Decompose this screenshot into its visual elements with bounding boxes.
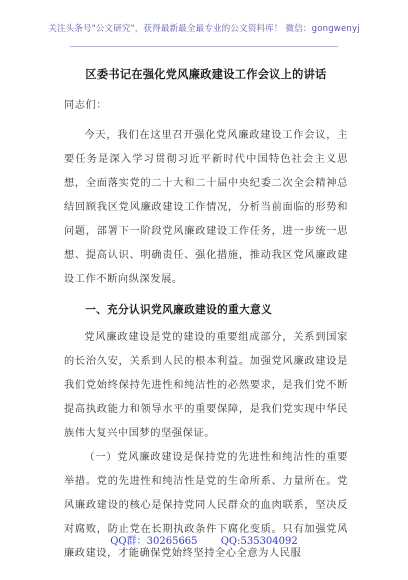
header-divider: [70, 46, 338, 47]
page-header-banner: 关注头条号"公文研究"，获得最新最全最专业的公文资料库！ 微信：gongwenyj: [48, 24, 360, 34]
section-1-paragraph: 党风廉政建设是党的建设的重要组成部分，关系到国家的长治久安，关系到人民的根本利益。加强党风廉政建设是我们党始终保持先进性和纯洁性的必然要求，是我们党不断提高执政能力和领导水平的重要保障，是我们党实现中华民族伟大复兴中国梦的坚强保证。: [64, 332, 348, 439]
qq-contact-text: QQ:535304092: [220, 536, 298, 547]
document-title: 区委书记在强化党风廉政建设工作会议上的讲话: [85, 67, 327, 81]
section-heading-1: 一、充分认识党风廉政建设的重大意义: [85, 304, 273, 316]
salutation: 同志们：: [64, 100, 108, 111]
intro-paragraph: 今天，我们在这里召开强化党风廉政建设工作会议，主要任务是深入学习贯彻习近平新时代中国特色社会主义思想，全面落实党的二十大和二十届中央纪委二次全会精神总结回顾我区党风廉政建设工作情况，分析当前面临的形势和问题，部署下一阶段党风廉政建设工作任务，进一步统一思想、提高认识、明确责任、强化措施，推动我区党风廉政建设工作不断向纵深发展。: [64, 130, 348, 285]
document-body: [64, 66, 348, 566]
subsection-1-paragraph: （一）党风廉政建设是保持党的先进性和纯洁性的重要举措。党的先进性和纯洁性是党的生命所系、力量所在。党风廉政建设的核心是保持党同人民群众的血肉联系，坚决反对腐败，防止党在长期执政条件下腐化变质。只有加强党风廉政建设，才能确保党始终坚持全心全意为人民服: [64, 452, 348, 559]
qq-group-text: QQ群：30265665: [110, 536, 198, 547]
page-footer: [0, 532, 408, 547]
